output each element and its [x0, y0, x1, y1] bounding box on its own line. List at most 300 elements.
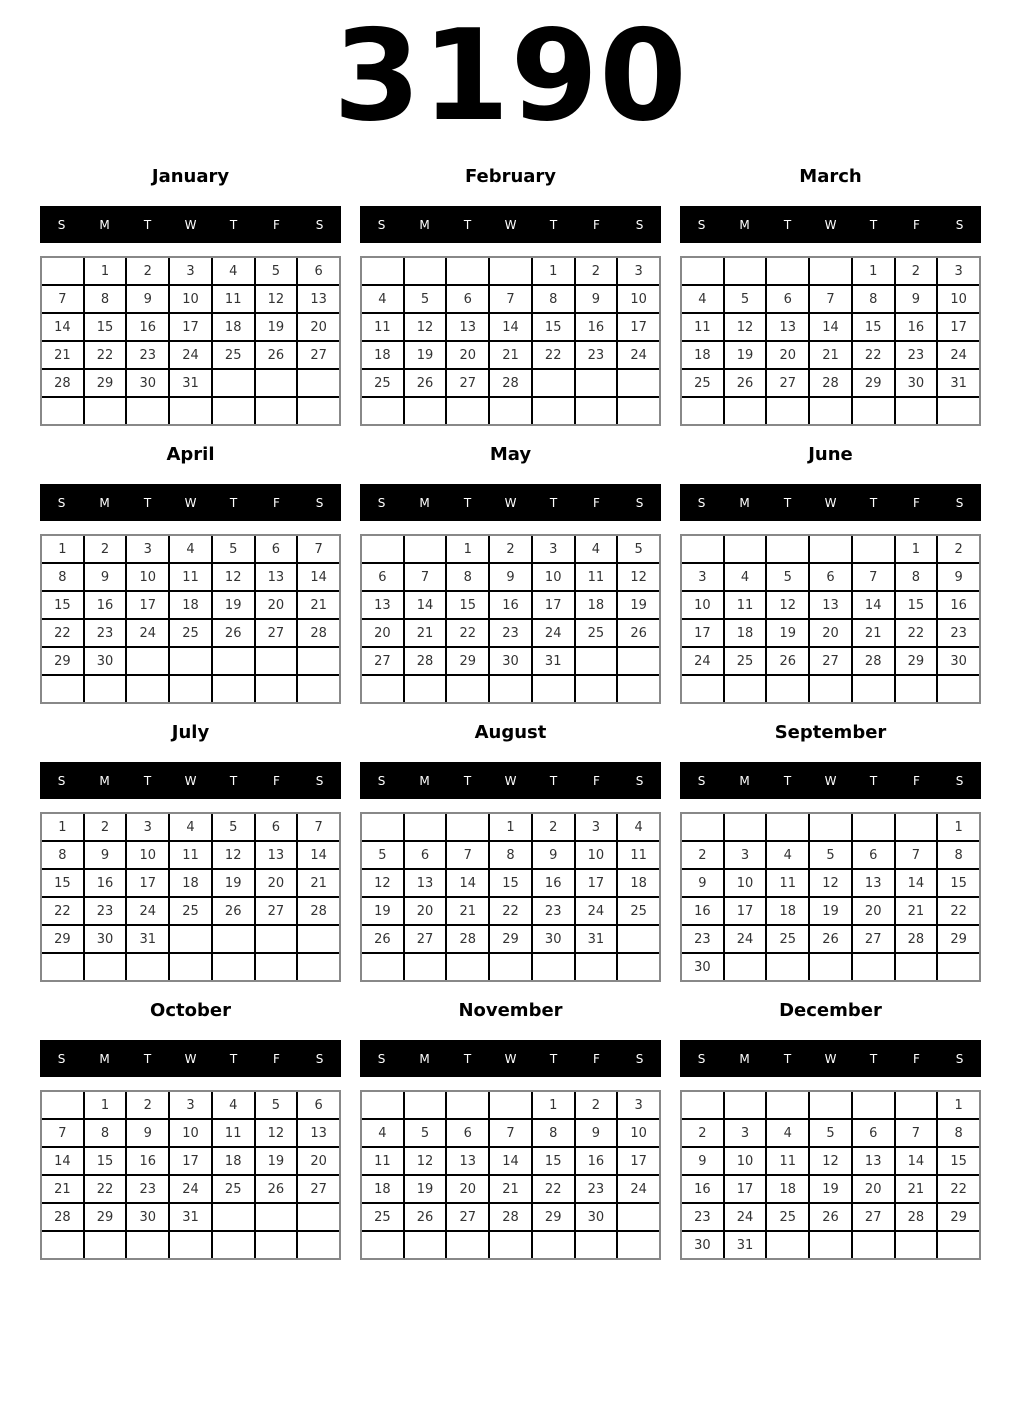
day-cell: 23	[85, 898, 126, 924]
empty-day-cell	[853, 676, 894, 702]
day-cell: 2	[682, 842, 723, 868]
weekday-label: W	[504, 217, 517, 232]
month-title: November	[458, 1000, 563, 1022]
day-cell: 11	[576, 564, 617, 590]
day-cell: 28	[490, 370, 531, 396]
day-cell: 19	[256, 1148, 297, 1174]
empty-day-cell	[853, 398, 894, 424]
empty-day-cell	[896, 1232, 937, 1258]
day-grid	[40, 534, 341, 704]
day-cell: 2	[85, 536, 126, 562]
day-cell: 24	[682, 648, 723, 674]
weekday-label: T	[143, 773, 152, 788]
empty-day-cell	[533, 676, 574, 702]
day-cell: 6	[853, 842, 894, 868]
day-cell: 9	[576, 286, 617, 312]
day-cell: 26	[725, 370, 766, 396]
day-cell: 25	[362, 1204, 403, 1230]
day-cell: 8	[533, 286, 574, 312]
day-cell: 20	[362, 620, 403, 646]
day-grid	[680, 534, 981, 704]
day-cell: 29	[896, 648, 937, 674]
day-cell: 26	[256, 1176, 297, 1202]
weekday-label: S	[955, 773, 964, 788]
empty-day-cell	[170, 676, 211, 702]
day-cell: 29	[447, 648, 488, 674]
empty-day-cell	[896, 398, 937, 424]
weekday-label: F	[593, 1051, 600, 1066]
day-cell: 18	[767, 1176, 808, 1202]
day-cell: 8	[938, 1120, 979, 1146]
day-grid	[360, 812, 661, 982]
weekday-label: W	[184, 1051, 197, 1066]
weekday-label: W	[504, 773, 517, 788]
weekday-header-row	[40, 1040, 341, 1077]
day-cell: 7	[853, 564, 894, 590]
empty-day-cell	[213, 1232, 254, 1258]
weekday-label: S	[377, 1051, 386, 1066]
day-cell: 26	[810, 1204, 851, 1230]
weekday-label: S	[697, 1051, 706, 1066]
empty-day-cell	[85, 398, 126, 424]
day-cell: 6	[256, 536, 297, 562]
day-cell: 13	[810, 592, 851, 618]
day-cell: 14	[896, 1148, 937, 1174]
day-cell: 17	[127, 592, 168, 618]
day-cell: 18	[362, 1176, 403, 1202]
weekday-label: W	[504, 1051, 517, 1066]
day-cell: 4	[362, 286, 403, 312]
day-cell: 1	[533, 1092, 574, 1118]
empty-day-cell	[576, 648, 617, 674]
day-cell: 25	[213, 342, 254, 368]
month-title: March	[799, 166, 862, 188]
weekday-label: T	[143, 495, 152, 510]
day-cell: 30	[85, 648, 126, 674]
day-cell: 31	[533, 648, 574, 674]
empty-day-cell	[896, 1092, 937, 1118]
day-cell: 7	[298, 536, 339, 562]
weekday-label: W	[504, 495, 517, 510]
day-cell: 16	[682, 1176, 723, 1202]
empty-day-cell	[362, 814, 403, 840]
empty-day-cell	[298, 370, 339, 396]
empty-day-cell	[362, 536, 403, 562]
day-cell: 26	[256, 342, 297, 368]
day-cell: 20	[298, 1148, 339, 1174]
day-cell: 2	[576, 1092, 617, 1118]
day-cell: 9	[896, 286, 937, 312]
weekday-label: F	[913, 495, 920, 510]
day-cell: 18	[213, 1148, 254, 1174]
weekday-label: M	[739, 217, 750, 232]
day-cell: 4	[170, 814, 211, 840]
day-cell: 2	[938, 536, 979, 562]
weekday-label: W	[824, 217, 837, 232]
empty-day-cell	[810, 676, 851, 702]
empty-day-cell	[618, 926, 659, 952]
day-cell: 5	[725, 286, 766, 312]
day-cell: 8	[42, 842, 83, 868]
day-cell: 4	[682, 286, 723, 312]
day-cell: 27	[405, 926, 446, 952]
day-cell: 16	[576, 314, 617, 340]
empty-day-cell	[85, 676, 126, 702]
day-cell: 11	[362, 1148, 403, 1174]
empty-day-cell	[490, 398, 531, 424]
weekday-label: T	[463, 495, 472, 510]
empty-day-cell	[725, 258, 766, 284]
day-cell: 13	[767, 314, 808, 340]
day-cell: 28	[490, 1204, 531, 1230]
day-cell: 3	[127, 536, 168, 562]
day-cell: 29	[938, 926, 979, 952]
empty-day-cell	[170, 926, 211, 952]
empty-day-cell	[213, 676, 254, 702]
day-cell: 10	[725, 870, 766, 896]
day-cell: 30	[896, 370, 937, 396]
day-cell: 29	[42, 926, 83, 952]
day-cell: 3	[618, 258, 659, 284]
day-cell: 15	[853, 314, 894, 340]
day-cell: 7	[42, 1120, 83, 1146]
empty-day-cell	[213, 954, 254, 980]
day-cell: 21	[298, 870, 339, 896]
day-cell: 25	[576, 620, 617, 646]
weekday-label: T	[869, 773, 878, 788]
day-cell: 14	[298, 842, 339, 868]
day-cell: 10	[127, 842, 168, 868]
empty-day-cell	[170, 954, 211, 980]
day-cell: 7	[896, 1120, 937, 1146]
weekday-label: S	[57, 217, 66, 232]
day-cell: 31	[938, 370, 979, 396]
weekday-header-row	[360, 206, 661, 243]
day-cell: 16	[127, 1148, 168, 1174]
day-cell: 27	[256, 620, 297, 646]
day-cell: 30	[533, 926, 574, 952]
day-cell: 2	[533, 814, 574, 840]
empty-day-cell	[853, 954, 894, 980]
day-cell: 28	[42, 1204, 83, 1230]
weekday-label: T	[463, 773, 472, 788]
day-cell: 23	[85, 620, 126, 646]
day-cell: 20	[767, 342, 808, 368]
empty-day-cell	[362, 1232, 403, 1258]
day-cell: 26	[767, 648, 808, 674]
weekday-label: S	[377, 773, 386, 788]
day-cell: 28	[298, 620, 339, 646]
empty-day-cell	[853, 1232, 894, 1258]
day-cell: 27	[810, 648, 851, 674]
day-grid	[680, 1090, 981, 1260]
weekday-header-row	[680, 206, 981, 243]
weekday-label: F	[913, 1051, 920, 1066]
empty-day-cell	[298, 1232, 339, 1258]
day-cell: 24	[127, 898, 168, 924]
empty-day-cell	[810, 258, 851, 284]
weekday-label: M	[739, 495, 750, 510]
day-cell: 1	[85, 1092, 126, 1118]
empty-day-cell	[213, 926, 254, 952]
day-cell: 5	[362, 842, 403, 868]
day-cell: 16	[896, 314, 937, 340]
day-cell: 13	[298, 1120, 339, 1146]
weekday-label: S	[635, 495, 644, 510]
day-cell: 14	[810, 314, 851, 340]
day-cell: 27	[447, 370, 488, 396]
month-block	[40, 722, 341, 982]
day-cell: 11	[618, 842, 659, 868]
day-cell: 6	[362, 564, 403, 590]
weekday-label: S	[57, 1051, 66, 1066]
day-cell: 28	[405, 648, 446, 674]
weekday-label: M	[419, 217, 430, 232]
day-cell: 21	[490, 342, 531, 368]
day-cell: 22	[42, 620, 83, 646]
empty-day-cell	[682, 814, 723, 840]
day-cell: 12	[213, 564, 254, 590]
day-cell: 15	[938, 1148, 979, 1174]
day-cell: 14	[298, 564, 339, 590]
weekday-label: S	[57, 773, 66, 788]
weekday-label: F	[273, 773, 280, 788]
day-cell: 16	[127, 314, 168, 340]
day-cell: 24	[127, 620, 168, 646]
day-cell: 20	[298, 314, 339, 340]
day-cell: 22	[938, 898, 979, 924]
weekday-label: T	[783, 1051, 792, 1066]
weekday-label: F	[593, 217, 600, 232]
day-cell: 22	[533, 342, 574, 368]
empty-day-cell	[810, 1092, 851, 1118]
empty-day-cell	[213, 398, 254, 424]
empty-day-cell	[42, 676, 83, 702]
month-title: February	[464, 166, 557, 188]
day-cell: 7	[810, 286, 851, 312]
day-cell: 1	[42, 814, 83, 840]
weekday-label: T	[869, 495, 878, 510]
day-cell: 2	[682, 1120, 723, 1146]
day-cell: 24	[533, 620, 574, 646]
empty-day-cell	[767, 814, 808, 840]
day-cell: 15	[42, 870, 83, 896]
day-cell: 3	[725, 842, 766, 868]
empty-day-cell	[85, 954, 126, 980]
day-cell: 13	[447, 1148, 488, 1174]
day-cell: 21	[896, 1176, 937, 1202]
day-cell: 4	[213, 1092, 254, 1118]
day-cell: 25	[362, 370, 403, 396]
empty-day-cell	[853, 536, 894, 562]
day-cell: 22	[42, 898, 83, 924]
day-cell: 15	[938, 870, 979, 896]
day-cell: 6	[447, 286, 488, 312]
day-cell: 29	[85, 370, 126, 396]
day-cell: 3	[170, 1092, 211, 1118]
day-cell: 26	[810, 926, 851, 952]
day-cell: 5	[618, 536, 659, 562]
day-cell: 11	[725, 592, 766, 618]
weekday-label: T	[549, 773, 558, 788]
day-cell: 17	[725, 1176, 766, 1202]
day-cell: 8	[533, 1120, 574, 1146]
empty-day-cell	[682, 536, 723, 562]
weekday-label: S	[955, 217, 964, 232]
day-cell: 11	[213, 1120, 254, 1146]
weekday-label: S	[635, 1051, 644, 1066]
day-cell: 23	[682, 926, 723, 952]
empty-day-cell	[405, 258, 446, 284]
day-cell: 25	[618, 898, 659, 924]
day-cell: 21	[447, 898, 488, 924]
day-cell: 5	[767, 564, 808, 590]
weekday-label: W	[184, 495, 197, 510]
day-cell: 5	[213, 814, 254, 840]
month-title: May	[489, 444, 532, 466]
empty-day-cell	[767, 258, 808, 284]
month-block	[40, 1000, 341, 1260]
weekday-label: T	[783, 773, 792, 788]
day-cell: 18	[682, 342, 723, 368]
day-cell: 25	[213, 1176, 254, 1202]
day-cell: 4	[725, 564, 766, 590]
month-title: July	[171, 722, 210, 744]
day-cell: 19	[362, 898, 403, 924]
day-cell: 10	[938, 286, 979, 312]
day-cell: 24	[576, 898, 617, 924]
day-cell: 21	[810, 342, 851, 368]
day-cell: 2	[127, 258, 168, 284]
day-cell: 23	[896, 342, 937, 368]
day-cell: 8	[853, 286, 894, 312]
day-cell: 4	[767, 1120, 808, 1146]
day-cell: 12	[256, 286, 297, 312]
empty-day-cell	[256, 398, 297, 424]
empty-day-cell	[576, 1232, 617, 1258]
day-cell: 15	[533, 1148, 574, 1174]
weekday-label: T	[549, 495, 558, 510]
day-cell: 31	[127, 926, 168, 952]
weekday-label: M	[99, 217, 110, 232]
day-cell: 11	[767, 870, 808, 896]
day-cell: 20	[853, 1176, 894, 1202]
empty-day-cell	[447, 1232, 488, 1258]
weekday-label: M	[419, 1051, 430, 1066]
day-cell: 3	[127, 814, 168, 840]
weekday-header-row	[40, 762, 341, 799]
empty-day-cell	[576, 954, 617, 980]
day-cell: 8	[85, 1120, 126, 1146]
empty-day-cell	[256, 370, 297, 396]
day-cell: 8	[896, 564, 937, 590]
month-block	[360, 722, 661, 982]
weekday-label: F	[273, 495, 280, 510]
weekday-label: T	[143, 1051, 152, 1066]
day-cell: 7	[896, 842, 937, 868]
weekday-label: S	[315, 1051, 324, 1066]
day-cell: 9	[85, 842, 126, 868]
empty-day-cell	[405, 1232, 446, 1258]
day-cell: 30	[490, 648, 531, 674]
day-cell: 3	[725, 1120, 766, 1146]
weekday-label: S	[635, 217, 644, 232]
empty-day-cell	[725, 954, 766, 980]
empty-day-cell	[362, 954, 403, 980]
empty-day-cell	[618, 648, 659, 674]
weekday-label: M	[99, 773, 110, 788]
weekday-label: T	[229, 217, 238, 232]
day-cell: 4	[767, 842, 808, 868]
weekday-label: W	[824, 1051, 837, 1066]
empty-day-cell	[490, 676, 531, 702]
empty-day-cell	[490, 1092, 531, 1118]
day-cell: 31	[725, 1232, 766, 1258]
day-cell: 21	[42, 1176, 83, 1202]
day-cell: 9	[682, 870, 723, 896]
day-cell: 16	[682, 898, 723, 924]
empty-day-cell	[618, 1232, 659, 1258]
empty-day-cell	[213, 370, 254, 396]
empty-day-cell	[938, 398, 979, 424]
empty-day-cell	[447, 954, 488, 980]
day-cell: 6	[256, 814, 297, 840]
empty-day-cell	[896, 954, 937, 980]
day-cell: 7	[490, 286, 531, 312]
day-cell: 11	[170, 564, 211, 590]
day-cell: 18	[576, 592, 617, 618]
day-cell: 29	[42, 648, 83, 674]
empty-day-cell	[127, 1232, 168, 1258]
day-cell: 3	[576, 814, 617, 840]
day-grid	[40, 1090, 341, 1260]
day-cell: 12	[213, 842, 254, 868]
empty-day-cell	[853, 1092, 894, 1118]
day-cell: 5	[810, 1120, 851, 1146]
day-cell: 15	[85, 314, 126, 340]
day-cell: 18	[362, 342, 403, 368]
month-title: January	[151, 166, 230, 188]
day-cell: 20	[810, 620, 851, 646]
day-cell: 4	[618, 814, 659, 840]
day-cell: 15	[490, 870, 531, 896]
day-cell: 25	[725, 648, 766, 674]
day-cell: 11	[682, 314, 723, 340]
day-cell: 20	[447, 342, 488, 368]
day-cell: 21	[853, 620, 894, 646]
day-cell: 15	[42, 592, 83, 618]
day-cell: 10	[725, 1148, 766, 1174]
empty-day-cell	[576, 676, 617, 702]
day-cell: 29	[490, 926, 531, 952]
day-cell: 21	[405, 620, 446, 646]
day-cell: 3	[533, 536, 574, 562]
day-cell: 13	[298, 286, 339, 312]
day-cell: 1	[938, 814, 979, 840]
empty-day-cell	[85, 1232, 126, 1258]
empty-day-cell	[362, 258, 403, 284]
day-cell: 14	[896, 870, 937, 896]
day-cell: 8	[938, 842, 979, 868]
day-cell: 21	[298, 592, 339, 618]
day-cell: 22	[85, 342, 126, 368]
day-cell: 12	[618, 564, 659, 590]
day-cell: 28	[810, 370, 851, 396]
day-cell: 23	[490, 620, 531, 646]
day-cell: 31	[170, 1204, 211, 1230]
day-cell: 12	[362, 870, 403, 896]
day-cell: 30	[85, 926, 126, 952]
